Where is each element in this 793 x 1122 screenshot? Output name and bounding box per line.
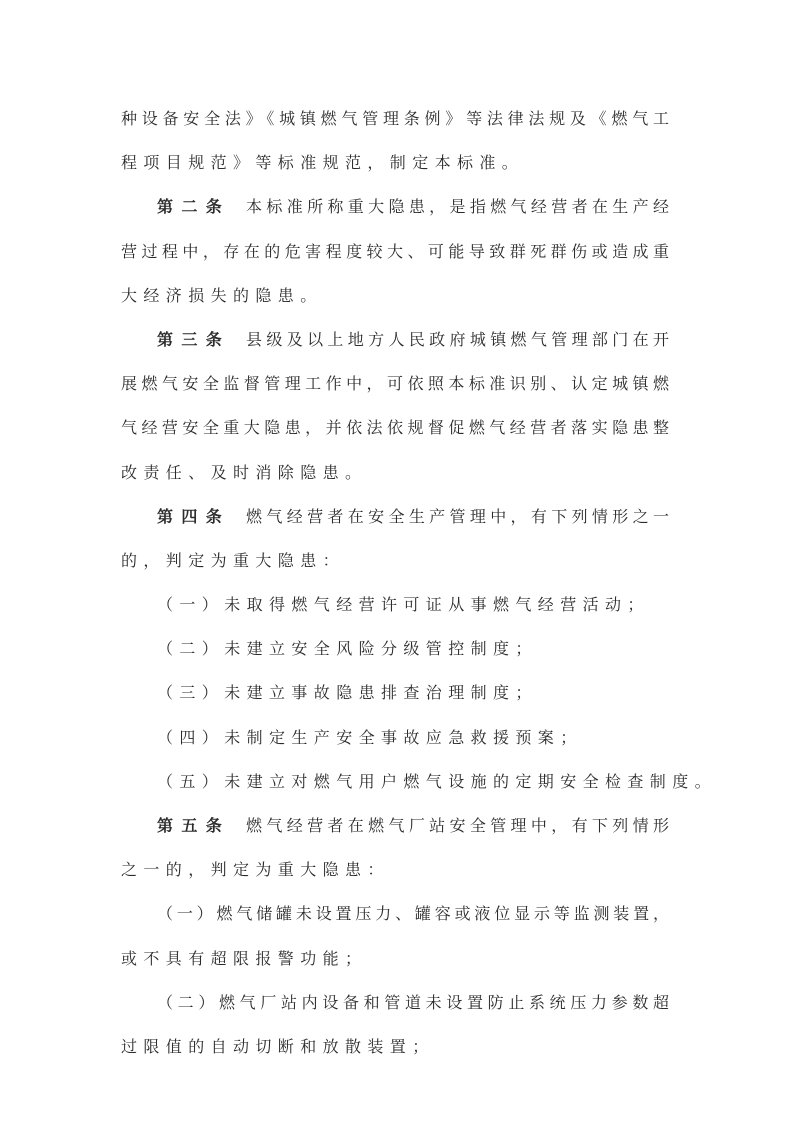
line-text: （四）未制定生产安全事故应急救援预案；	[157, 727, 583, 747]
line-text: 改责任、及时消除隐患。	[121, 462, 368, 482]
text-line	[121, 848, 669, 892]
text-line	[121, 627, 669, 671]
text-line	[121, 716, 669, 760]
article-line	[121, 495, 669, 539]
text-line	[121, 583, 669, 627]
text-line	[121, 892, 669, 936]
text-line	[121, 141, 669, 185]
text-line	[121, 539, 669, 583]
text-line	[121, 937, 669, 981]
line-text: （五）未建立对燃气用户燃气设施的定期安全检查制度。	[157, 771, 718, 791]
text-line	[121, 362, 669, 406]
line-text: （二）燃气厂站内设备和管道未设置防止系统压力参数超	[157, 992, 669, 1012]
line-text: 过限值的自动切断和放散装置；	[121, 1036, 435, 1056]
line-text: （一）燃气储罐未设置压力、罐容或液位显示等监测装置，	[157, 904, 669, 924]
text-line	[121, 406, 669, 450]
document-page	[121, 97, 718, 1069]
line-text: 燃气经营者在安全生产管理中，有下列情形之一	[246, 506, 669, 526]
text-line	[121, 760, 718, 804]
article-number: 第二条	[157, 197, 231, 217]
text-line	[121, 451, 669, 495]
text-line	[121, 274, 669, 318]
text-line	[121, 671, 669, 715]
line-text: 种设备安全法》《城镇燃气管理条例》等法律法规及《燃气工	[121, 109, 669, 128]
line-text: 气经营安全重大隐患，并依法依规督促燃气经营者落实隐患整	[121, 418, 669, 438]
line-text: （三）未建立事故隐患排查治理制度；	[157, 683, 538, 703]
article-line	[121, 318, 669, 362]
line-text: 或不具有超限报警功能；	[121, 948, 368, 968]
line-text: 县级及以上地方人民政府城镇燃气管理部门在开	[246, 329, 669, 349]
text-line	[121, 97, 669, 141]
line-text: 燃气经营者在燃气厂站安全管理中，有下列情形	[246, 816, 669, 835]
text-line	[121, 981, 669, 1025]
article-number: 第三条	[157, 329, 231, 349]
text-line	[121, 1025, 669, 1069]
article-number: 第四条	[157, 506, 231, 526]
article-line	[121, 185, 669, 229]
line-text: 展燃气安全监督管理工作中，可依照本标准识别、认定城镇燃	[121, 374, 669, 394]
article-number: 第五条	[157, 816, 231, 835]
line-text: （二）未建立安全风险分级管控制度；	[157, 639, 538, 659]
line-text: 之一的，判定为重大隐患：	[121, 860, 390, 880]
text-line	[121, 230, 669, 274]
line-text: 的，判定为重大隐患：	[121, 550, 346, 570]
line-text: 营过程中，存在的危害程度较大、可能导致群死群伤或造成重	[121, 241, 669, 261]
line-text: 大经济损失的隐患。	[121, 285, 323, 305]
line-text: （一）未取得燃气经营许可证从事燃气经营活动；	[157, 595, 650, 615]
line-text: 本标准所称重大隐患，是指燃气经营者在生产经	[246, 197, 669, 217]
line-text: 程项目规范》等标准规范，制定本标准。	[121, 153, 525, 173]
article-line	[121, 804, 669, 848]
